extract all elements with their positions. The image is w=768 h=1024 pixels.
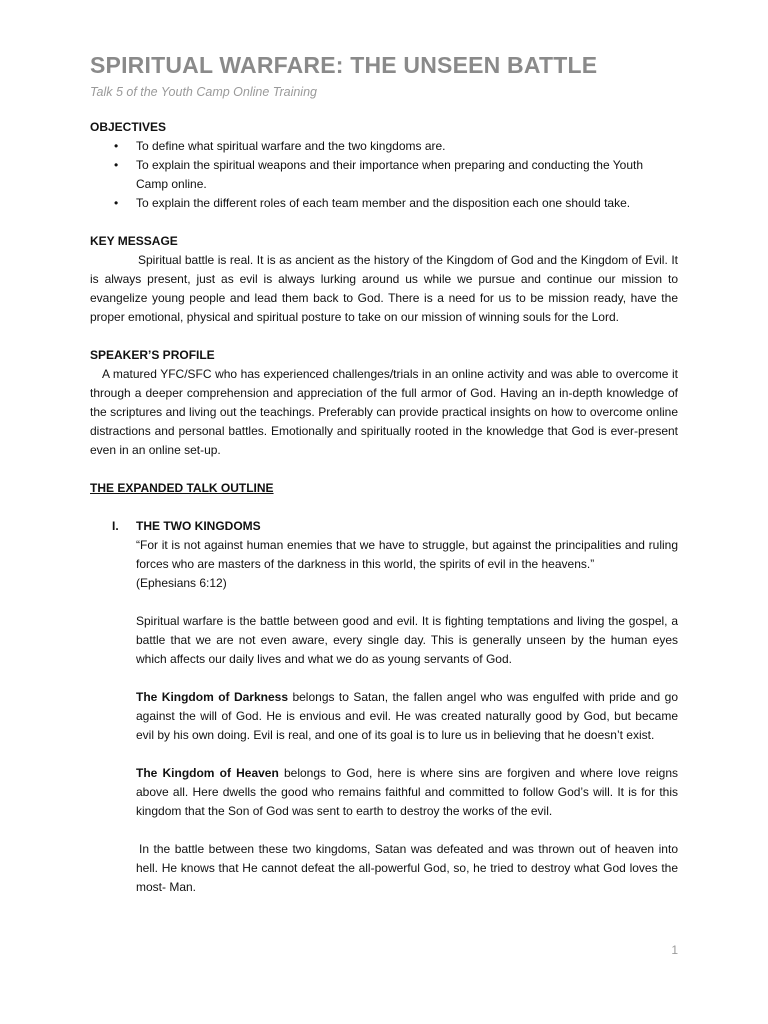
page-content: [90, 50, 678, 897]
outline-heading: THE EXPANDED TALK OUTLINE: [90, 481, 274, 495]
scripture-reference: (Ephesians 6:12): [136, 576, 227, 590]
document-title: SPIRITUAL WARFARE: THE UNSEEN BATTLE: [90, 52, 598, 78]
bullet-icon: •: [114, 196, 119, 210]
bullet-icon: •: [114, 158, 119, 172]
bullet-icon: •: [114, 139, 119, 153]
scripture-quote: “For it is not against human enemies that we have to struggle, but against the principalities and ruling forces who are masters of the darkness in this world, the spirits of evil in the heavens.”: [136, 538, 678, 571]
kingdom-of-heaven-lead: The Kingdom of Heaven: [136, 766, 279, 780]
kingdom-of-darkness-lead: The Kingdom of Darkness: [136, 690, 289, 704]
document-subtitle: Talk 5 of the Youth Camp Online Training: [90, 85, 317, 99]
kingdom-of-darkness-paragraph: The Kingdom of Darkness belongs to Satan, the fallen angel who was engulfed with pride and go against the will of God. He is envious and evil. He was created naturally good by God, but became evil by his own doing. Evil is real, and one of its goal is to lure us in believing that he doesn’t exist.: [136, 690, 678, 742]
key-message-heading: KEY MESSAGE: [90, 234, 178, 248]
section-heading: THE TWO KINGDOMS: [136, 519, 261, 533]
kingdom-of-heaven-paragraph: The Kingdom of Heaven belongs to God, here is where sins are forgiven and where love reigns above all. Here dwells the good who remains faithful and committed to follow God’s will. It is for this kingdom that the Son of God was sent to earth to destroy the works of the evil.: [136, 766, 679, 818]
key-message-text: Spiritual battle is real. It is as ancient as the history of the Kingdom of God and the Kingdom of Evil. It is always present, just as evil is always lurking around us while we pursue and continue our mission to evangelize young people and lead them back to God. There is a need for us to be mission ready, have the proper emotional, physical and spiritual posture to take on our mission of winning souls for the Lord.: [90, 253, 678, 324]
outline-section-1: [90, 517, 678, 897]
list-item: • To define what spiritual warfare and the two kingdoms are.: [90, 137, 678, 156]
battle-paragraph: In the battle between these two kingdoms, Satan was defeated and was thrown out of heaven into hell. He knows that He cannot defeat the all-powerful God, so, he tried to destroy what God loves the most- Man.: [136, 842, 678, 894]
spiritual-warfare-paragraph: Spiritual warfare is the battle between good and evil. It is fighting temptations and living the gospel, a battle that we are not even aware, every single day. This is generally unseen by the human eyes which affects our daily lives and what we do as young servants of God.: [136, 614, 678, 666]
objectives-list: [90, 137, 678, 213]
section-number: I.: [112, 519, 119, 533]
list-item: • To explain the spiritual weapons and their importance when preparing and conducting the Youth Camp online.: [114, 158, 644, 191]
list-item: • To explain the different roles of each team member and the disposition each one should take.: [90, 194, 678, 213]
speakers-profile-heading: SPEAKER’S PROFILE: [90, 348, 215, 362]
speakers-profile-text: A matured YFC/SFC who has experienced challenges/trials in an online activity and was able to overcome it through a deeper comprehension and appreciation of the full armor of God. Having an in-depth knowledge of the scriptures and living out the teachings. Preferably can provide practical insights on how to overcome online distractions and personal battles. Emotionally and spiritually rooted in the knowledge that God is ever-present even in an online set-up.: [90, 367, 678, 457]
objectives-heading: OBJECTIVES: [90, 120, 167, 134]
page-number: 1: [671, 943, 678, 957]
